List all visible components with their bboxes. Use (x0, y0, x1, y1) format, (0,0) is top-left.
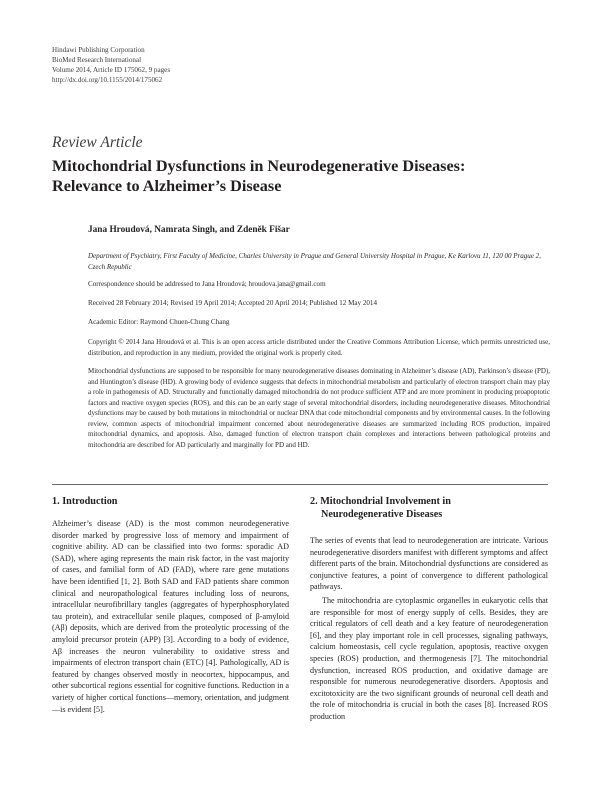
section2-paragraph-2: The mitochondria are cytoplasmic organelles in eukaryotic cells that are responsible for most of energy supply of cells. Besides, they are critical regulators of cell death and a key feature of neurodegeneration [6], and they play important role in cell processes, signaling pathways, calcium homeostasis, cell cycle regulation, apoptosis, reactive oxygen species (ROS) production, and thermogenesis [7]. The mitochondrial dysfunction, increased ROS production, and oxidative damage are responsible for numerous neurodegenerative disorders. Apoptosis and excitotoxicity are the two significant grounds of neuronal cell death and the role of mitochondria is crucial in both the cases [8]. Increased ROS production (310, 595, 548, 721)
abstract: Mitochondrial dysfunctions are supposed to be responsible for many neurodegenerative diseases dominating in Alzheimer’s disease (AD), Parkinson’s disease (PD), and Huntington’s disease (HD). A growing body of evidence suggests that defects in mitochondrial metabolism and particularly of electron transport chain may play a role in pathogenesis of AD. Structurally and functionally damaged mitochondria do not produce sufficient ATP and are more prominent in producing proapoptotic factors and reactive oxygen species (ROS), and this can be an early stage of several mitochondrial disorders, including neurodegenerative diseases. Mitochondrial dysfunctions may be caused by both mutations in mitochondrial or nuclear DNA that code mitochondrial components and by environmental causes. In the following review, common aspects of mitochondrial impairment concerned about neurodegenerative diseases are summarized including ROS production, impaired mitochondrial dynamics, and apoptosis. Also, damaged function of electron transport chain complexes and interactions between pathological proteins and mitochondria are described for AD particularly and marginally for PD and HD. (88, 367, 550, 449)
article-title (52, 156, 572, 196)
introduction-heading: 1. Introduction (52, 496, 118, 507)
academic-editor: Academic Editor: Raymond Chuen-Chung Chang (88, 318, 230, 326)
title-line-1: Mitochondrial Dysfunctions in Neurodegenerative Diseases: (52, 157, 466, 175)
introduction-paragraph: Alzheimer’s disease (AD) is the most common neurodegenerative disorder marked by progressive loss of memory and impairment of cognitive ability. AD can be classified into two forms: sporadic AD (SAD), where aging represents the main risk factor, in the vast majority of cases, and familial form of AD (FAD), where rare gene mutations have been identified [1, 2]. Both SAD and FAD patients share common clinical and neuropathological features including loss of neurons, intracellular neurofibrillary tangles (aggregates of hyperphosphorylated tau protein), and extracellular senile plaques, composed of β-amyloid (Aβ) deposits, which are derived from the proteolytic processing of the amyloid precursor protein (APP) [3]. According to a body of evidence, Aβ increases the neuron vulnerability to oxidative stress and impairments of electron transport chain (ETC) [4]. Pathologically, AD is featured by changes observed mostly in neocortex, hippocampus, and other subcortical regions essential for cognitive functions. Reduction in a variety of higher cortical functions—memory, orientation, and judgment—is evident [5]. (52, 519, 289, 714)
publisher-name: Hindawi Publishing Corporation (52, 46, 145, 54)
article-type: Review Article (52, 134, 143, 151)
mitochondrial-section-heading (310, 496, 548, 521)
article-dates: Received 28 February 2014; Revised 19 April 2014; Accepted 20 April 2014; Published 12 May 2014 (88, 299, 378, 307)
journal-name: BioMed Research International (52, 56, 142, 64)
doi-link[interactable]: http://dx.doi.org/10.1155/2014/175062 (52, 76, 163, 84)
section-divider (52, 484, 548, 485)
author-list: Jana Hroudová, Namrata Singh, and Zdeněk Fišar (88, 225, 290, 235)
heading-line-1: 2. Mitochondrial Involvement in (310, 496, 451, 507)
affiliation: Department of Psychiatry, First Faculty of Medicine, Charles University in Prague and General University Hospital in Prague, Ke Karlovu 11, 120 00 Prague 2, Czech Republic (88, 252, 541, 271)
section2-paragraph-1: The series of events that lead to neurodegeneration are intricate. Various neurodegenerative disorders manifest with different symptoms and affect different parts of the brain. Mitochondrial dysfunctions are considered as conjunctive features, a point of convergence to different pathological pathways. (310, 536, 548, 592)
introduction-text (52, 518, 289, 715)
volume-info: Volume 2014, Article ID 175062, 9 pages (52, 66, 171, 74)
publication-info (52, 45, 170, 85)
heading-line-2: Neurodegenerative Diseases (321, 508, 443, 520)
correspondence: Correspondence should be addressed to Jana Hroudová; hroudova.jana@gmail.com (88, 280, 326, 288)
mitochondrial-section-text (310, 535, 548, 723)
copyright-notice: Copyright © 2014 Jana Hroudová et al. This is an open access article distributed under the Creative Commons Attribution License, which permits unrestricted use, distribution, and reproduction in any medium, provided the original work is properly cited. (88, 338, 550, 357)
title-line-2: Relevance to Alzheimer’s Disease (52, 177, 282, 195)
